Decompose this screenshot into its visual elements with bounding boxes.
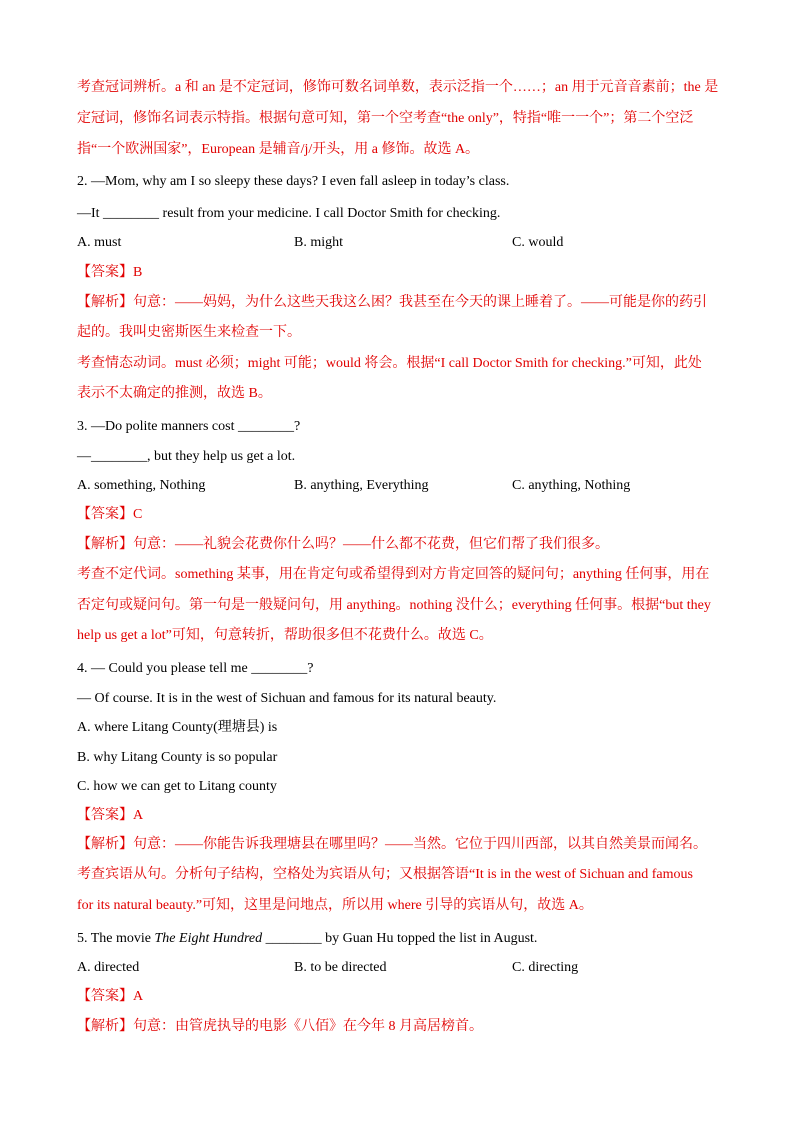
q4-option-c: C. how we can get to Litang county: [77, 779, 277, 794]
q2-analysis-line-2: 起的。我叫史密斯医生来检查一下。: [77, 325, 301, 340]
q4-option-a: A. where Litang County(理塘县) is: [77, 720, 278, 735]
q4-option-b: B. why Litang County is so popular: [77, 750, 278, 765]
q3-analysis-line-1: 【解析】句意：——礼貌会花费你什么吗？——什么都不花费，但它们帮了我们很多。: [77, 537, 609, 552]
q3-option-a: A. something, Nothing: [77, 478, 206, 493]
q4-answer: 【答案】A: [77, 808, 144, 823]
q5-question-line: [77, 930, 537, 948]
q5-option-a: A. directed: [77, 960, 140, 975]
q4-analysis-line-2: 考查宾语从句。分析句子结构，空格处为宾语从句；又根据答语“It is in the west of Sichuan and famous: [77, 867, 693, 882]
q3-option-b: B. anything, Everything: [294, 478, 429, 493]
q3-analysis-line-4: help us get a lot”可知，句意转折，帮助很多但不花费什么。故选 C。: [77, 628, 493, 643]
q1-analysis-line-3: 指“一个欧洲国家”，European 是辅音/j/开头，用 a 修饰。故选 A。: [77, 142, 480, 157]
q2-option-b: B. might: [294, 235, 344, 250]
q4-analysis-line-3: for its natural beauty.”可知，这里是问地点，所以用 where 引导的宾语从句，故选 A。: [77, 898, 593, 913]
q1-analysis-line-1: 考查冠词辨析。a 和 an 是不定冠词，修饰可数名词单数，表示泛指一个……；an 用于元音音素前；the 是: [77, 80, 719, 95]
q2-answer: 【答案】B: [77, 265, 143, 280]
q2-analysis-line-1: 【解析】句意：——妈妈，为什么这些天我这么困？我甚至在今天的课上睡着了。——可能是你的药引: [77, 295, 707, 310]
q5-option-b: B. to be directed: [294, 960, 387, 975]
q2-question-line-2: —It ________ result from your medicine. I call Doctor Smith for checking.: [77, 206, 501, 221]
q2-option-a: A. must: [77, 235, 122, 250]
q5-movie-title: The Eight Hundred: [154, 931, 263, 946]
q1-analysis-line-2: 定冠词，修饰名词表示特指。根据句意可知，第一个空考查“the only”，特指“唯一一个”；第二个空泛: [77, 111, 694, 126]
q2-analysis-line-4: 表示不太确定的推测，故选 B。: [77, 386, 272, 401]
q4-question-line-1: 4. — Could you please tell me ________?: [77, 661, 314, 676]
q4-analysis-line-1: 【解析】句意：——你能告诉我理塘县在哪里吗？——当然。它位于四川西部，以其自然美景而闻名。: [77, 837, 707, 852]
q2-analysis-line-3: 考查情态动词。must 必须；might 可能；would 将会。根据“I call Doctor Smith for checking.”可知，此处: [77, 356, 702, 371]
q3-question-line-2: —________, but they help us get a lot.: [77, 449, 296, 464]
q4-question-line-2: — Of course. It is in the west of Sichuan and famous for its natural beauty.: [77, 691, 497, 706]
q2-question-line-1: 2. —Mom, why am I so sleepy these days? I even fall asleep in today’s class.: [77, 174, 510, 189]
q3-analysis-line-2: 考查不定代词。something 某事，用在肯定句或希望得到对方肯定回答的疑问句；anything 任何事，用在: [77, 567, 710, 582]
q5-question-end: ________ by Guan Hu topped the list in August.: [262, 931, 538, 946]
q3-question-line-1: 3. —Do polite manners cost ________?: [77, 419, 301, 434]
q2-option-c: C. would: [512, 235, 564, 250]
q3-analysis-line-3: 否定句或疑问句。第一句是一般疑问句，用 anything。nothing 没什么；everything 任何事。根据“but they: [77, 598, 711, 613]
q5-option-c: C. directing: [512, 960, 579, 975]
q5-question-start: 5. The movie: [77, 931, 155, 946]
q3-answer: 【答案】C: [77, 507, 143, 522]
q5-analysis-line-1: 【解析】句意：由管虎执导的电影《八佰》在今年 8 月高居榜首。: [77, 1019, 483, 1034]
q3-option-c: C. anything, Nothing: [512, 478, 631, 493]
q5-answer: 【答案】A: [77, 989, 144, 1004]
